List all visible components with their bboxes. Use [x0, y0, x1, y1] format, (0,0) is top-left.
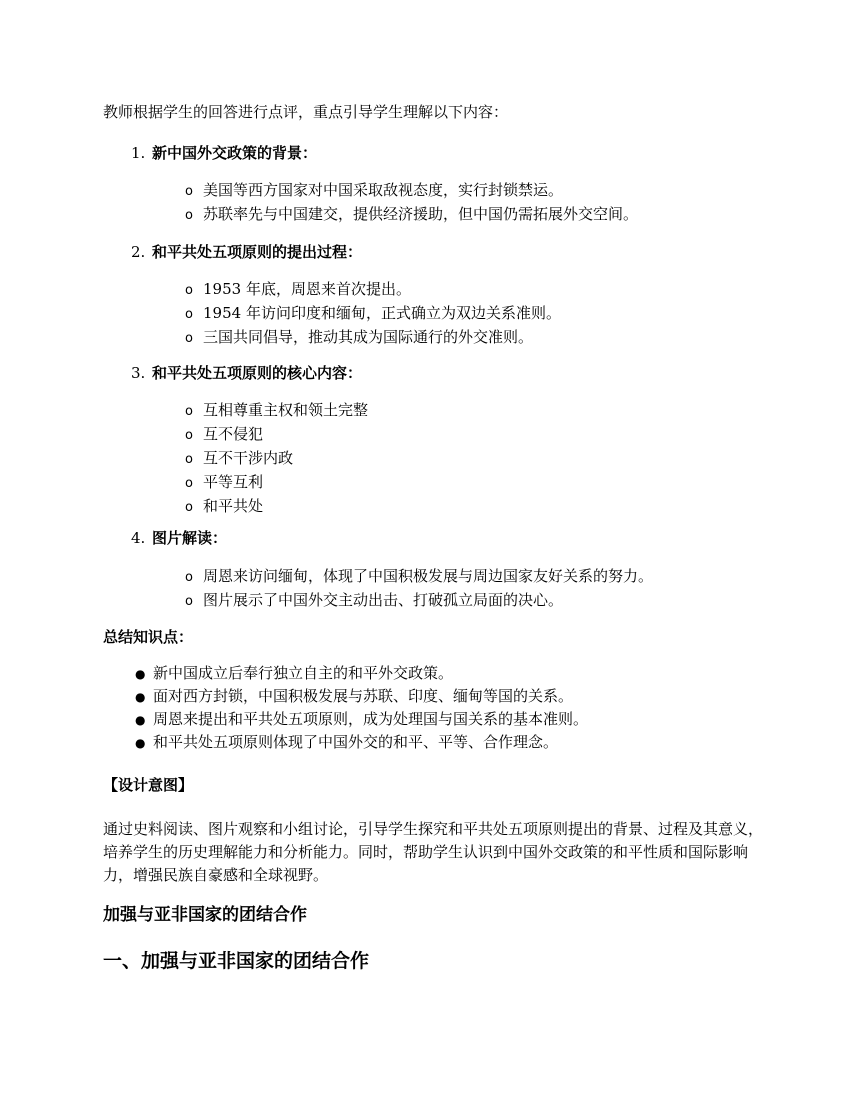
section-title: 和平共处五项原则的核心内容：: [152, 364, 363, 382]
list-item-text: 和平共处五项原则体现了中国外交的和平、平等、合作理念。: [153, 733, 559, 751]
circle-bullet-icon: o: [185, 283, 193, 298]
chapter-heading: 一、加强与亚非国家的团结合作: [103, 950, 370, 972]
list-item: [185, 326, 561, 350]
list-item-text: 新中国成立后奉行独立自主的和平外交政策。: [153, 664, 454, 682]
section-4-list: [185, 565, 653, 613]
section-title: 图片解读：: [152, 529, 228, 547]
circle-bullet-icon: o: [185, 184, 193, 199]
list-item-text: 互相尊重主权和领土完整: [203, 401, 369, 419]
intro-paragraph: 教师根据学生的回答进行点评，重点引导学生理解以下内容：: [103, 103, 509, 121]
list-item: [185, 495, 368, 519]
section-1-list: [185, 179, 638, 227]
list-item-text: 三国共同倡导，推动其成为国际通行的外交准则。: [203, 328, 534, 346]
circle-bullet-icon: o: [185, 428, 193, 443]
section-heading: 加强与亚非国家的团结合作: [103, 905, 307, 925]
list-item-text: 苏联率先与中国建交，提供经济援助，但中国仍需拓展外交空间。: [203, 205, 639, 223]
list-item: [185, 565, 653, 589]
circle-bullet-icon: o: [185, 331, 193, 346]
list-item: [185, 447, 368, 471]
circle-bullet-icon: o: [185, 570, 193, 585]
list-item: [185, 423, 368, 447]
circle-bullet-icon: o: [185, 404, 193, 419]
section-2-heading: [131, 241, 362, 263]
list-item: [185, 302, 561, 326]
list-item-text: 1954 年访问印度和缅甸，正式确立为双边关系准则。: [203, 304, 561, 322]
list-item-text: 周恩来提出和平共处五项原则，成为处理国与国关系的基本准则。: [153, 710, 589, 728]
list-item: [135, 731, 588, 754]
list-item-text: 平等互利: [203, 473, 264, 491]
circle-bullet-icon: o: [185, 500, 193, 515]
list-item: [185, 179, 638, 203]
section-number: 2.: [131, 243, 146, 261]
list-item-text: 1953 年底，周恩来首次提出。: [203, 280, 411, 298]
design-intent-heading: 【设计意图】: [103, 776, 194, 794]
section-2-list: [185, 278, 561, 350]
section-number: 4.: [131, 529, 146, 547]
list-item: [135, 685, 588, 708]
circle-bullet-icon: o: [185, 208, 193, 223]
list-item: [185, 471, 368, 495]
section-4-heading: [131, 527, 227, 549]
list-item-text: 和平共处: [203, 497, 264, 515]
section-number: 3.: [131, 364, 146, 382]
section-number: 1.: [131, 144, 146, 162]
list-item-text: 美国等西方国家对中国采取敌视态度，实行封锁禁运。: [203, 181, 564, 199]
section-3-heading: [131, 362, 362, 384]
circle-bullet-icon: o: [185, 594, 193, 609]
list-item-text: 互不干涉内政: [203, 449, 294, 467]
bullet-icon: ●: [135, 713, 146, 727]
section-title: 新中国外交政策的背景：: [152, 144, 318, 162]
summary-heading: 总结知识点：: [103, 628, 194, 646]
list-item: [185, 203, 638, 227]
list-item: [135, 662, 588, 685]
section-1-heading: [131, 142, 317, 164]
circle-bullet-icon: o: [185, 476, 193, 491]
list-item: [185, 399, 368, 423]
summary-list: [135, 662, 588, 754]
circle-bullet-icon: o: [185, 452, 193, 467]
list-item-text: 图片展示了中国外交主动出击、打破孤立局面的决心。: [203, 591, 564, 609]
bullet-icon: ●: [135, 690, 146, 704]
section-title: 和平共处五项原则的提出过程：: [152, 243, 363, 261]
list-item: [185, 278, 561, 302]
list-item: [135, 708, 588, 731]
bullet-icon: ●: [135, 667, 146, 681]
list-item-text: 周恩来访问缅甸，体现了中国积极发展与周边国家友好关系的努力。: [203, 567, 654, 585]
list-item-text: 面对西方封锁，中国积极发展与苏联、印度、缅甸等国的关系。: [153, 687, 574, 705]
design-intent-paragraph: 通过史料阅读、图片观察和小组讨论，引导学生探究和平共处五项原则提出的背景、过程及其意义，培养学生的历史理解能力和分析能力。同时，帮助学生认识到中国外交政策的和平性质和国际影响力，增强民族自豪感和全球视野。: [103, 820, 764, 884]
circle-bullet-icon: o: [185, 307, 193, 322]
section-3-list: [185, 399, 368, 519]
list-item-text: 互不侵犯: [203, 425, 264, 443]
list-item: [185, 589, 653, 613]
bullet-icon: ●: [135, 736, 146, 750]
